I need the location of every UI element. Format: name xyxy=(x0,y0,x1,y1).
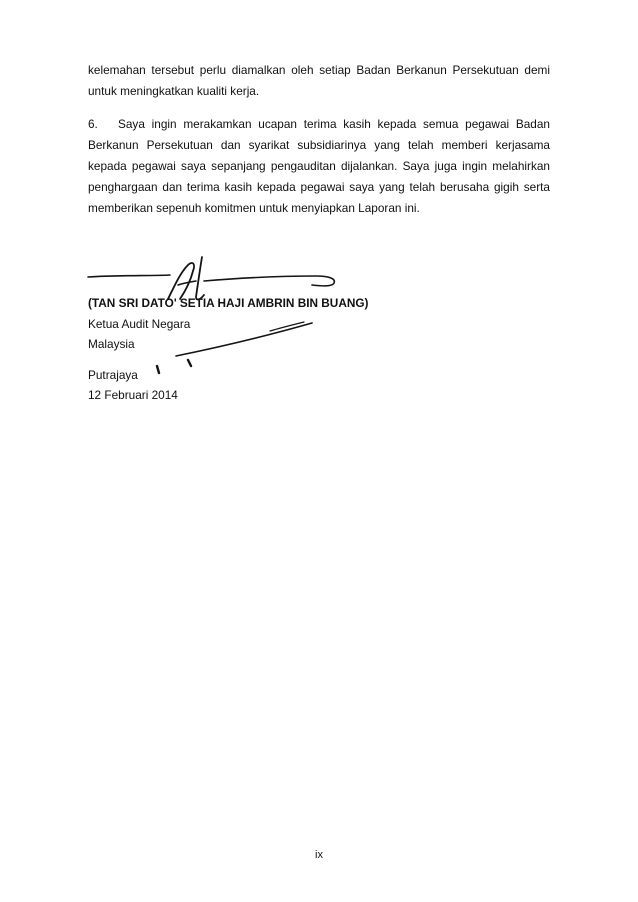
signatory-name: (TAN SRI DATO' SETIA HAJI AMBRIN BIN BUANG) xyxy=(88,296,369,310)
paragraph-6-text: Saya ingin merakamkan ucapan terima kasih kepada semua pegawai Badan Berkanun Persekutuan dan syarikat subsidiarinya yang telah memberi kerjasama kepada pegawai saya sepanjang pengauditan dijalankan. Saya juga ingin melahirkan penghargaan dan terima kasih kepada pegawai saya yang telah berusaha gigih serta memberikan sepenuh komitmen untuk menyiapkan Laporan ini. xyxy=(88,117,550,215)
page-number: ix xyxy=(315,849,323,861)
spacer xyxy=(88,355,368,365)
paragraph-continuation: kelemahan tersebut perlu diamalkan oleh setiap Badan Berkanun Persekutuan demi untuk meningkatkan kualiti kerja. xyxy=(88,63,550,98)
paragraph-6 xyxy=(88,114,550,219)
signing-place: Putrajaya xyxy=(88,367,138,382)
signatory-country: Malaysia xyxy=(88,337,135,351)
signing-date: 12 Februari 2014 xyxy=(88,388,178,402)
paragraph-number: 6. xyxy=(88,117,98,131)
signature-block xyxy=(88,293,368,406)
signatory-title: Ketua Audit Negara xyxy=(88,316,191,331)
